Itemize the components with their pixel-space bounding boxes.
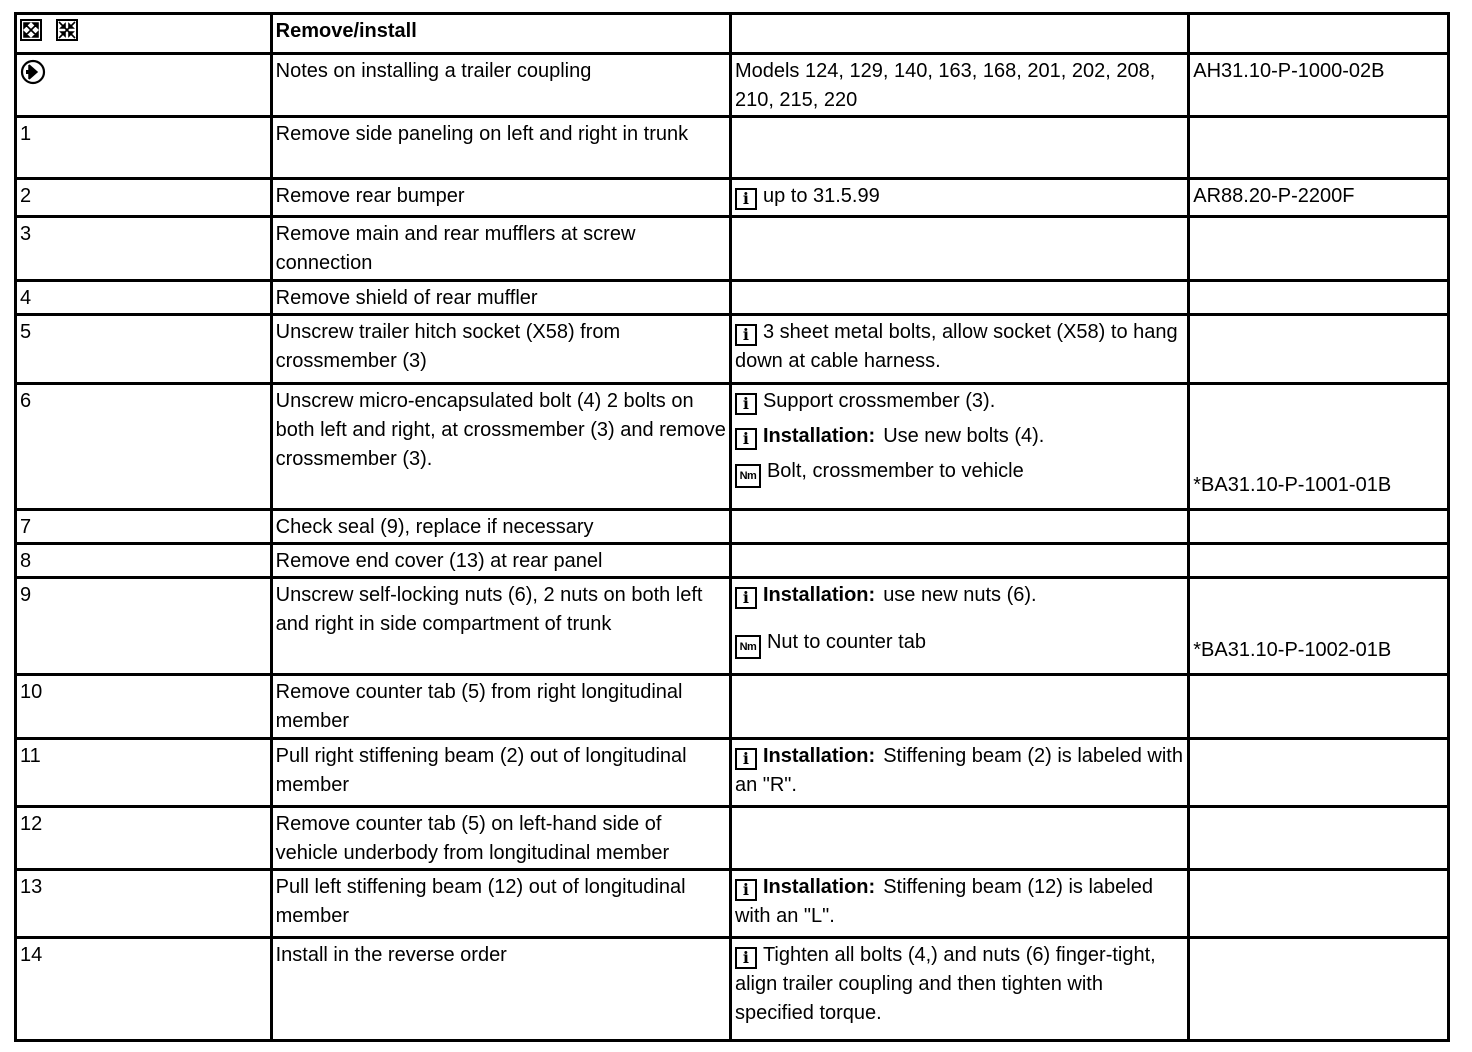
step-text: Pull right stiffening beam (2) out of longitudinal member <box>271 739 730 807</box>
info-icon: i <box>735 748 757 770</box>
info-text: Tighten all bolts (4,) and nuts (6) finger-tight, align trailer coupling and then tighten with specified torque. <box>734 944 1156 1024</box>
table-row <box>16 179 1449 217</box>
notes-icon-cell <box>16 54 272 117</box>
info-icon: i <box>735 393 757 415</box>
step-text: Pull left stiffening beam (12) out of longitudinal member <box>271 870 730 938</box>
step-notes <box>730 179 1188 217</box>
torque-icon: Nm <box>735 635 761 659</box>
notes-ref[interactable]: AH31.10-P-1000-02B <box>1189 54 1449 117</box>
step-text: Remove rear bumper <box>271 179 730 217</box>
step-text: Remove main and rear mufflers at screw connection <box>271 217 730 281</box>
info-text: Stiffening beam (12) is labeled with an "L". <box>734 876 1153 927</box>
step-number: 11 <box>16 739 272 807</box>
step-notes <box>730 384 1188 510</box>
step-number: 4 <box>16 281 272 315</box>
step-text: Install in the reverse order <box>271 938 730 1041</box>
notes-text[interactable]: Notes on installing a trailer coupling <box>271 54 730 117</box>
step-text: Unscrew self-locking nuts (6), 2 nuts on both left and right in side compartment of trunk <box>271 578 730 675</box>
installation-label: Installation: <box>762 425 876 447</box>
step-number: 8 <box>16 544 272 578</box>
step-text: Remove counter tab (5) on left-hand side of vehicle underbody from longitudinal member <box>271 807 730 870</box>
table-row <box>16 384 1449 510</box>
info-text: Support crossmember (3). <box>762 390 996 412</box>
installation-label: Installation: <box>762 876 876 898</box>
header-empty-3 <box>730 14 1188 54</box>
collapse-all-icon[interactable] <box>56 19 78 41</box>
step-number: 12 <box>16 807 272 870</box>
info-text: Stiffening beam (2) is labeled with an "R". <box>734 745 1183 796</box>
table-row <box>16 938 1449 1041</box>
step-text: Remove shield of rear muffler <box>271 281 730 315</box>
step-ref-cell <box>1189 578 1449 675</box>
step-number: 2 <box>16 179 272 217</box>
procedure-table <box>14 12 1450 1042</box>
header-icons-cell <box>16 14 272 54</box>
step-text: Remove side paneling on left and right in trunk <box>271 117 730 179</box>
step-ref[interactable]: *BA31.10-P-1002-01B <box>1193 639 1392 661</box>
torque-text: Nut to counter tab <box>766 631 926 653</box>
step-number: 1 <box>16 117 272 179</box>
table-row <box>16 217 1449 281</box>
step-text: Check seal (9), replace if necessary <box>271 510 730 544</box>
info-text: Use new bolts (4). <box>883 425 1045 447</box>
info-icon: i <box>735 587 757 609</box>
table-row <box>16 870 1449 938</box>
info-icon: i <box>735 947 757 969</box>
installation-label: Installation: <box>762 584 876 606</box>
info-icon: i <box>735 879 757 901</box>
step-number: 5 <box>16 315 272 384</box>
step-notes <box>730 315 1188 384</box>
step-notes <box>730 739 1188 807</box>
step-ref-cell <box>1189 384 1449 510</box>
header-title: Remove/install <box>271 14 730 54</box>
info-text: use new nuts (6). <box>883 584 1037 606</box>
notes-row <box>16 54 1449 117</box>
table-row <box>16 739 1449 807</box>
table-row <box>16 315 1449 384</box>
step-number: 13 <box>16 870 272 938</box>
step-notes <box>730 938 1188 1041</box>
table-row <box>16 117 1449 179</box>
info-icon: i <box>735 324 757 346</box>
arrow-right-circle-icon[interactable] <box>20 59 46 85</box>
header-row <box>16 14 1449 54</box>
table-row <box>16 578 1449 675</box>
step-number: 6 <box>16 384 272 510</box>
step-number: 3 <box>16 217 272 281</box>
header-empty-4 <box>1189 14 1449 54</box>
step-ref[interactable]: AR88.20-P-2200F <box>1189 179 1449 217</box>
step-text: Unscrew trailer hitch socket (X58) from crossmember (3) <box>271 315 730 384</box>
step-text: Remove end cover (13) at rear panel <box>271 544 730 578</box>
step-number: 9 <box>16 578 272 675</box>
table-row <box>16 544 1449 578</box>
step-ref[interactable]: *BA31.10-P-1001-01B <box>1193 474 1392 496</box>
torque-icon: Nm <box>735 464 761 488</box>
expand-all-icon[interactable] <box>20 19 42 41</box>
step-number: 14 <box>16 938 272 1041</box>
table-row <box>16 510 1449 544</box>
info-text: 3 sheet metal bolts, allow socket (X58) to hang down at cable harness. <box>734 321 1178 372</box>
table-row <box>16 807 1449 870</box>
notes-models: Models 124, 129, 140, 163, 168, 201, 202, 208, 210, 215, 220 <box>730 54 1188 117</box>
step-text: Remove counter tab (5) from right longitudinal member <box>271 675 730 739</box>
torque-text: Bolt, crossmember to vehicle <box>766 460 1024 482</box>
table-row <box>16 281 1449 315</box>
step-number: 7 <box>16 510 272 544</box>
step-text: Unscrew micro-encapsulated bolt (4) 2 bolts on both left and right, at crossmember (3) and remove crossmember (3). <box>271 384 730 510</box>
step-notes <box>730 578 1188 675</box>
info-text: up to 31.5.99 <box>762 185 880 207</box>
step-notes <box>730 870 1188 938</box>
info-icon: i <box>735 188 757 210</box>
info-icon: i <box>735 428 757 450</box>
installation-label: Installation: <box>762 745 876 767</box>
table-row <box>16 675 1449 739</box>
step-number: 10 <box>16 675 272 739</box>
